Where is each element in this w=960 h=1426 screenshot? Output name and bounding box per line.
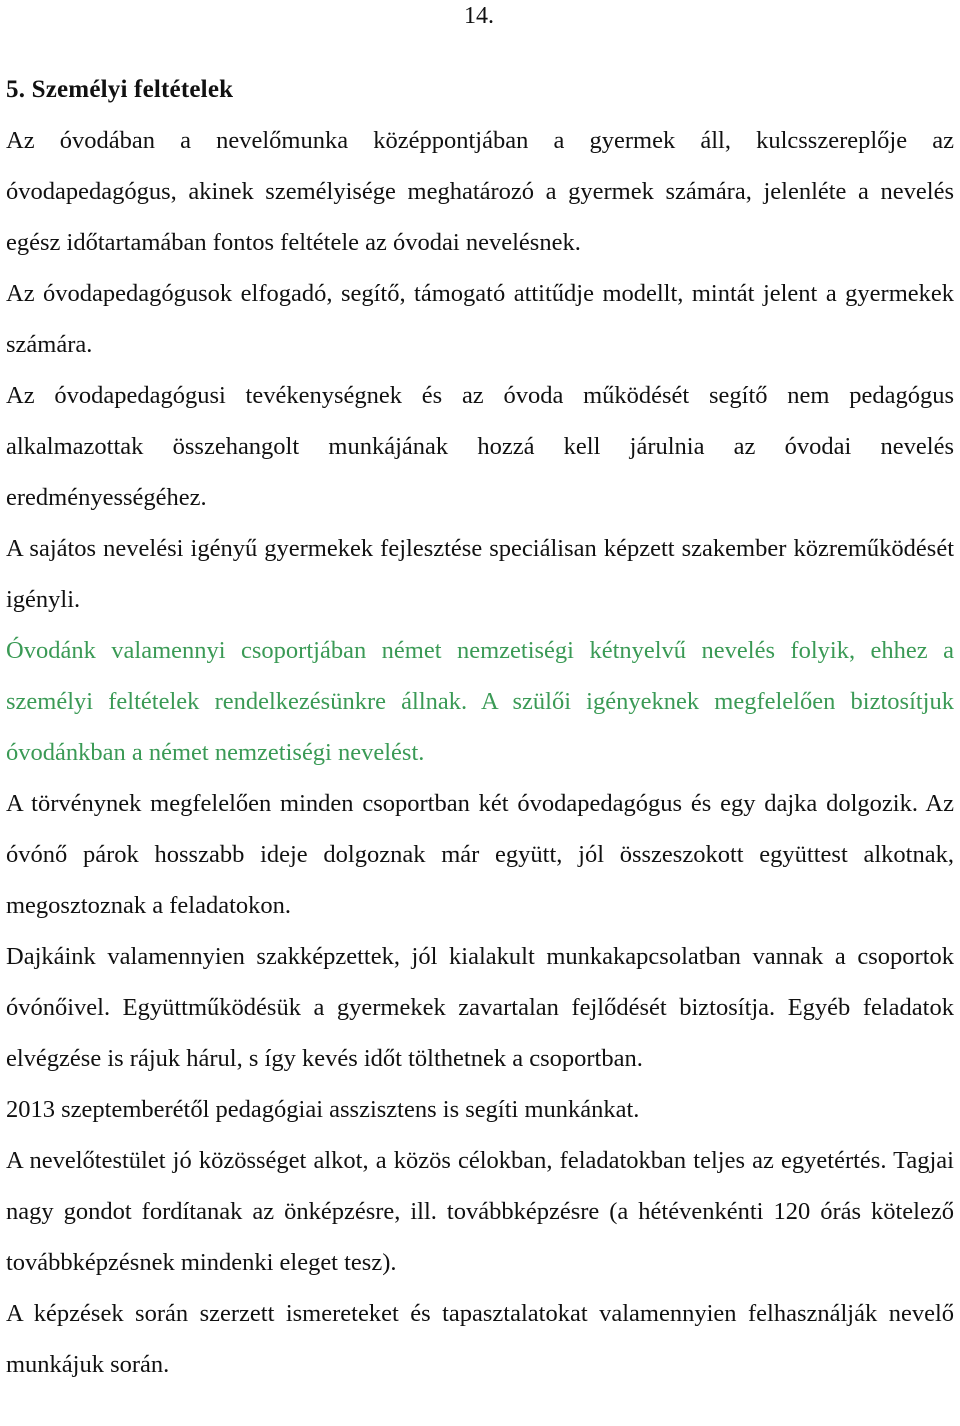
paragraph-educator-attitude: Az óvodapedagógusok elfogadó, segítő, támogató attitűdje modellt, mintát jelent a gyermekek számára. (6, 280, 954, 358)
paragraph-german-nationality-education: Óvodánk valamennyi csoportjában német nemzetiségi kétnyelvű nevelés folyik, ehhez a személyi feltételek rendelkezésünkre állnak. A szülői igényeknek megfelelően biztosítjuk óvodánkban a német nemzetiségi nevelést. (6, 637, 954, 766)
paragraph-educator-role: Az óvodában a nevelőmunka középpontjában a gyermek áll, kulcsszereplője az óvodapedagógus, akinek személyisége meghatározó a gyermek számára, jelenléte a nevelés egész időtartamában fontos feltétele az óvodai nevelésnek. (6, 127, 954, 256)
document-body (6, 115, 954, 1390)
paragraph-nursery-assistants: Dajkáink valamennyien szakképzettek, jól kialakult munkakapcsolatban vannak a csoportok óvónőivel. Együttműködésük a gyermekek zavartalan fejlődését biztosítja. Egyéb feladatok elvégzése is rájuk hárul, s így kevés időt tölthetnek a csoportban. (6, 943, 954, 1072)
paragraph-pedagogical-assistant: 2013 szeptemberétől pedagógiai asszisztens is segíti munkánkat. (6, 1096, 640, 1123)
paragraph-training-knowledge: A képzések során szerzett ismereteket és tapasztalatokat valamennyien felhasználják nevelő munkájuk során. (6, 1300, 954, 1378)
paragraph-staff-cooperation: Az óvodapedagógusi tevékenységnek és az óvoda működését segítő nem pedagógus alkalmazottak összehangolt munkájának hozzá kell járulnia az óvodai nevelés eredményességéhez. (6, 382, 954, 511)
paragraph-staffing-per-group: A törvénynek megfelelően minden csoportban két óvodapedagógus és egy dajka dolgozik. Az óvónő párok hosszabb ideje dolgoznak már együtt, jól összeszokott együttest alkotnak, megosztoznak a feladatokon. (6, 790, 954, 919)
paragraph-teaching-staff: A nevelőtestület jó közösséget alkot, a közös célokban, feladatokban teljes az egyetértés. Tagjai nagy gondot fordítanak az önképzésre, ill. továbbképzésre (a hétévenkénti 120 órás kötelező továbbképzésnek mindenki eleget tesz). (6, 1147, 954, 1276)
section-heading: 5. Személyi feltételek (6, 76, 234, 103)
page-number: 14. (464, 3, 494, 29)
paragraph-special-needs: A sajátos nevelési igényű gyermekek fejlesztése speciálisan képzett szakember közreműködését igényli. (6, 535, 954, 613)
